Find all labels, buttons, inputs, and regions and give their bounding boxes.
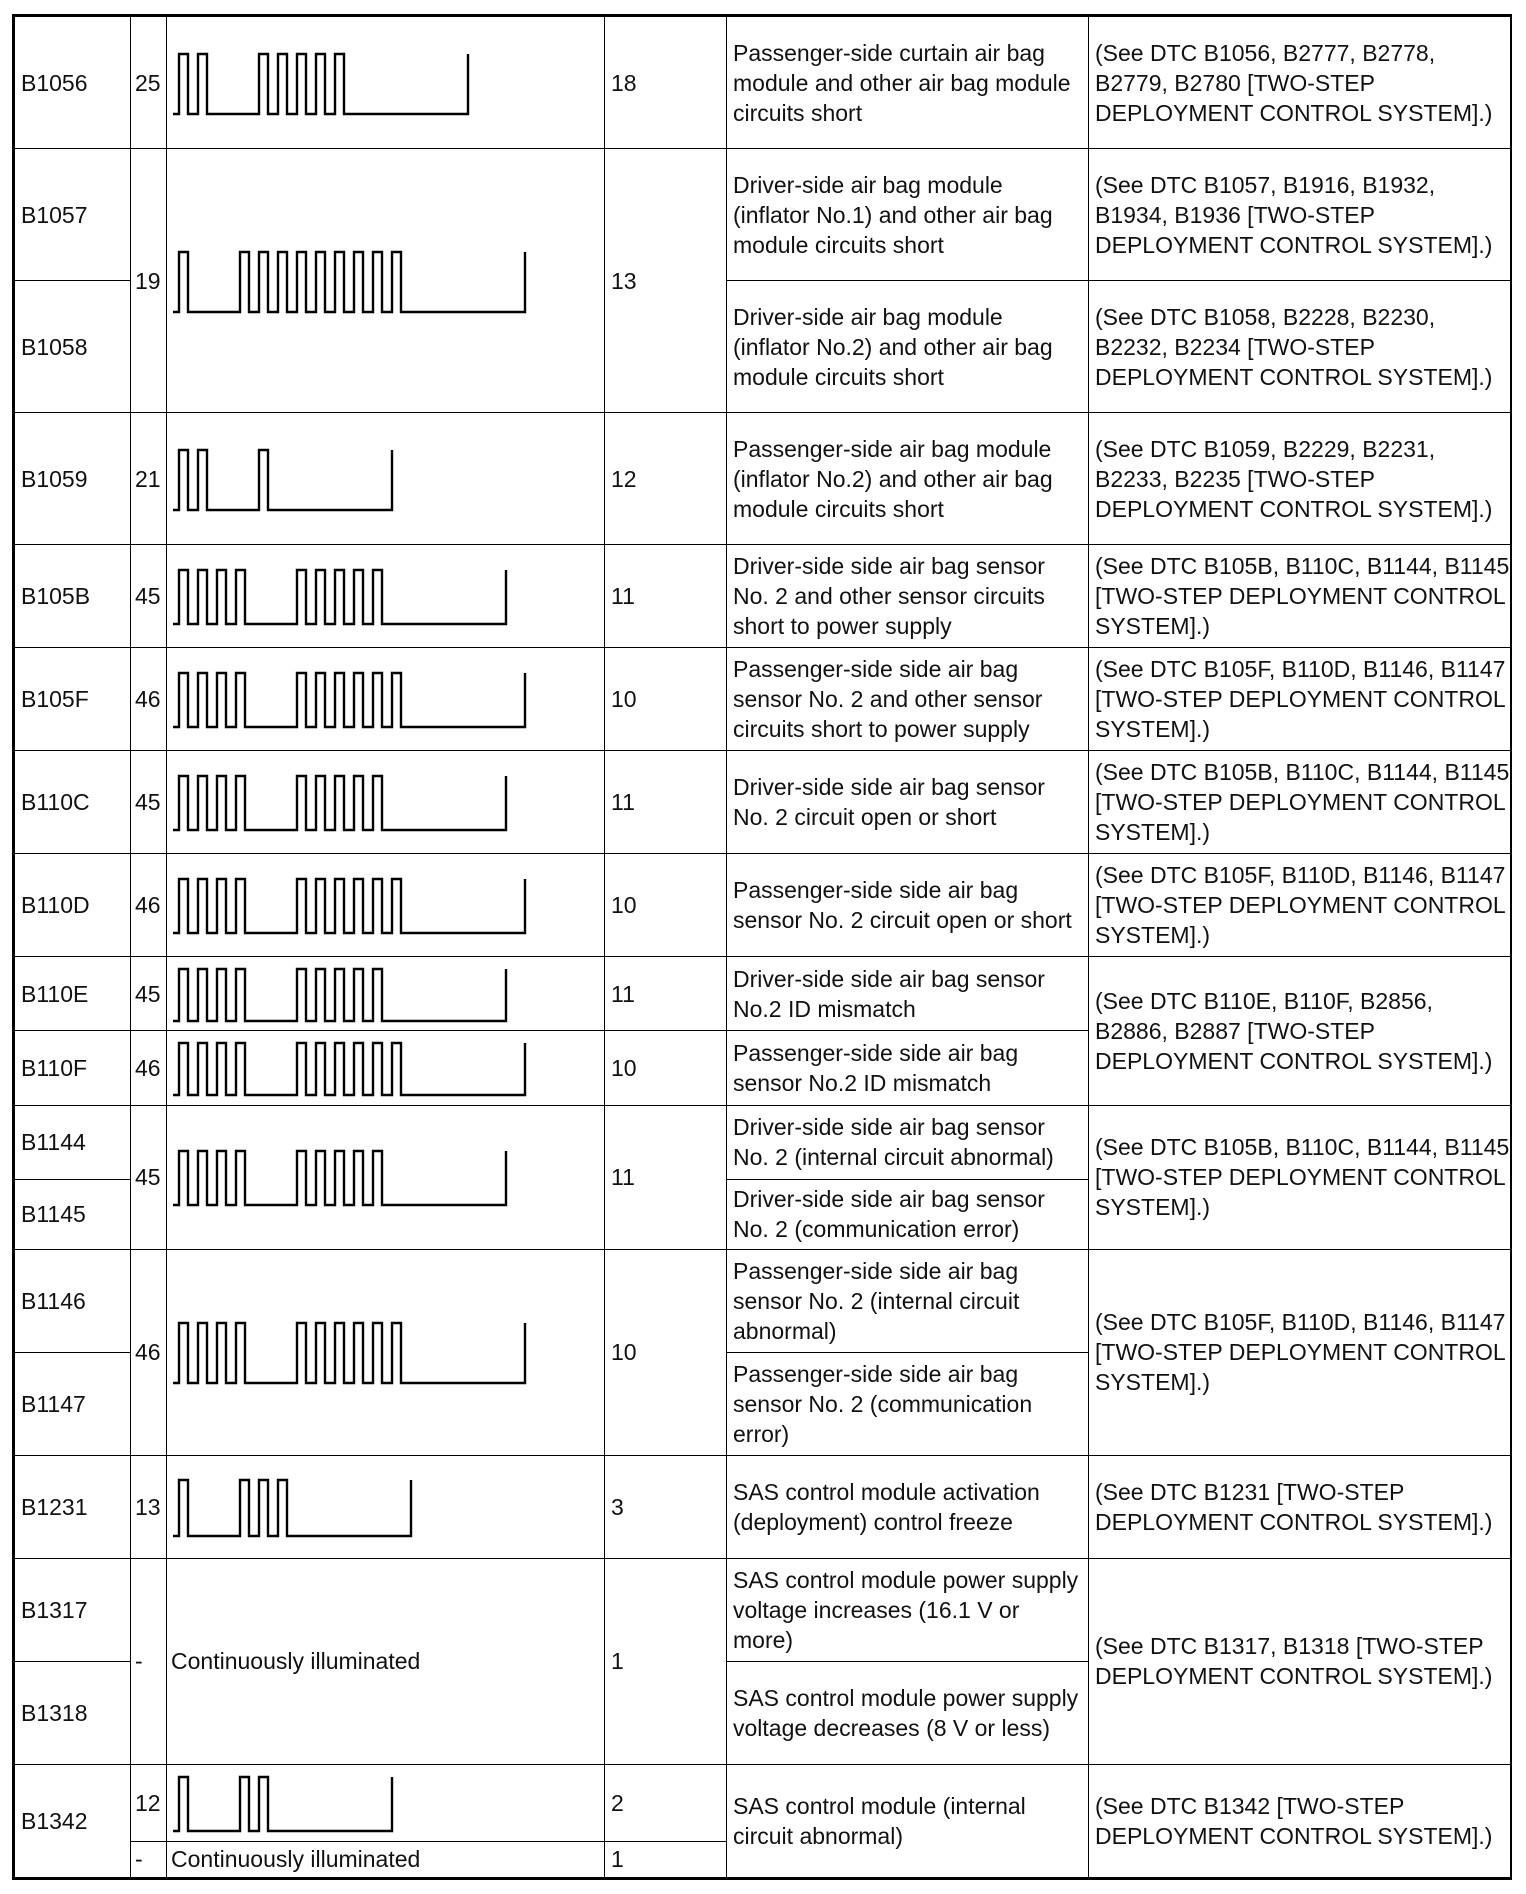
flash-count: 1 xyxy=(605,1841,727,1877)
dtc-description: Driver-side side air bag sensor No. 2 (communication error) xyxy=(727,1179,1089,1249)
flash-count: 18 xyxy=(605,17,727,149)
flash-pattern-cell xyxy=(167,648,605,751)
dtc-description: Passenger-side air bag module (inflator No.2) and other air bag module circuits short xyxy=(727,413,1089,545)
flash-pattern-cell xyxy=(167,413,605,545)
table-row xyxy=(15,1105,1513,1179)
flash-pattern-waveform xyxy=(171,564,510,628)
table-row xyxy=(15,545,1513,648)
flash-pattern-cell xyxy=(167,17,605,149)
dtc-description: Driver-side side air bag sensor No. 2 (internal circuit abnormal) xyxy=(727,1105,1089,1179)
flash-status-text: Continuously illuminated xyxy=(167,1841,605,1877)
waveform-trace xyxy=(173,1151,506,1205)
dtc-code: B105F xyxy=(15,648,131,751)
flash-count: 2 xyxy=(605,1764,727,1841)
flash-pattern-waveform xyxy=(171,1771,396,1835)
dtc-table xyxy=(14,16,1512,1878)
flash-number: 19 xyxy=(131,149,167,413)
flash-number: 45 xyxy=(131,1105,167,1249)
dtc-code: B110D xyxy=(15,854,131,957)
flash-pattern-cell xyxy=(167,149,605,413)
flash-pattern-waveform xyxy=(171,667,529,731)
dtc-code: B1058 xyxy=(15,281,131,413)
flash-count: 10 xyxy=(605,648,727,751)
dtc-description: SAS control module power supply voltage decreases (8 V or less) xyxy=(727,1661,1089,1764)
flash-pattern-cell xyxy=(167,751,605,854)
dtc-description: Passenger-side side air bag sensor No.2 ID mismatch xyxy=(727,1031,1089,1105)
flash-count: 11 xyxy=(605,751,727,854)
table-row xyxy=(15,17,1513,149)
flash-pattern-cell xyxy=(167,1105,605,1249)
table-row xyxy=(15,1764,1513,1841)
flash-pattern-cell xyxy=(167,1031,605,1105)
table-row xyxy=(15,648,1513,751)
flash-number: - xyxy=(131,1841,167,1877)
dtc-reference: (See DTC B1342 [TWO-STEP DEPLOYMENT CONTROL SYSTEM].) xyxy=(1089,1764,1513,1877)
flash-number: 45 xyxy=(131,751,167,854)
dtc-table-sheet xyxy=(12,14,1512,1880)
waveform-trace xyxy=(173,879,525,933)
dtc-code: B110F xyxy=(15,1031,131,1105)
dtc-description: Driver-side side air bag sensor No.2 ID mismatch xyxy=(727,957,1089,1031)
dtc-description: Passenger-side side air bag sensor No. 2 and other sensor circuits short to power supply xyxy=(727,648,1089,751)
dtc-code: B1146 xyxy=(15,1249,131,1352)
dtc-code: B1057 xyxy=(15,149,131,281)
flash-count: 13 xyxy=(605,149,727,413)
dtc-description: Passenger-side curtain air bag module and other air bag module circuits short xyxy=(727,17,1089,149)
dtc-code: B105B xyxy=(15,545,131,648)
flash-pattern-cell xyxy=(167,854,605,957)
flash-count: 10 xyxy=(605,1031,727,1105)
flash-pattern-waveform xyxy=(171,1145,510,1209)
flash-pattern-cell xyxy=(167,545,605,648)
dtc-reference: (See DTC B105B, B110C, B1144, B1145 [TWO-STEP DEPLOYMENT CONTROL SYSTEM].) xyxy=(1089,1105,1513,1249)
flash-number: 21 xyxy=(131,413,167,545)
flash-pattern-waveform xyxy=(171,48,472,118)
waveform-trace xyxy=(173,673,525,727)
dtc-reference: (See DTC B105F, B110D, B1146, B1147 [TWO-STEP DEPLOYMENT CONTROL SYSTEM].) xyxy=(1089,1249,1513,1455)
dtc-code: B1059 xyxy=(15,413,131,545)
dtc-description: SAS control module power supply voltage increases (16.1 V or more) xyxy=(727,1558,1089,1661)
flash-number: 46 xyxy=(131,648,167,751)
waveform-trace xyxy=(173,252,525,312)
dtc-description: Passenger-side side air bag sensor No. 2 (communication error) xyxy=(727,1352,1089,1455)
dtc-reference: (See DTC B1056, B2777, B2778, B2779, B2780 [TWO-STEP DEPLOYMENT CONTROL SYSTEM].) xyxy=(1089,17,1513,149)
waveform-trace xyxy=(173,1480,411,1536)
flash-pattern-cell xyxy=(167,1249,605,1455)
dtc-reference: (See DTC B1059, B2229, B2231, B2233, B2235 [TWO-STEP DEPLOYMENT CONTROL SYSTEM].) xyxy=(1089,413,1513,545)
table-row xyxy=(15,1455,1513,1558)
waveform-trace xyxy=(173,969,506,1021)
waveform-trace xyxy=(173,1777,392,1831)
dtc-reference: (See DTC B1057, B1916, B1932, B1934, B1936 [TWO-STEP DEPLOYMENT CONTROL SYSTEM].) xyxy=(1089,149,1513,281)
waveform-trace xyxy=(173,1323,525,1383)
flash-pattern-waveform xyxy=(171,1474,415,1540)
waveform-trace xyxy=(173,570,506,624)
flash-number: 46 xyxy=(131,1031,167,1105)
flash-pattern-cell xyxy=(167,1764,605,1841)
waveform-trace xyxy=(173,450,392,510)
dtc-code: B1147 xyxy=(15,1352,131,1455)
dtc-code: B1317 xyxy=(15,1558,131,1661)
flash-number: 46 xyxy=(131,854,167,957)
flash-number: 13 xyxy=(131,1455,167,1558)
dtc-reference: (See DTC B1231 [TWO-STEP DEPLOYMENT CONTROL SYSTEM].) xyxy=(1089,1455,1513,1558)
table-row xyxy=(15,1249,1513,1352)
dtc-code: B1056 xyxy=(15,17,131,149)
waveform-trace xyxy=(173,776,506,830)
table-row xyxy=(15,1558,1513,1661)
flash-pattern-waveform xyxy=(171,770,510,834)
flash-number: - xyxy=(131,1558,167,1764)
dtc-code: B110C xyxy=(15,751,131,854)
flash-count: 12 xyxy=(605,413,727,545)
dtc-code: B1231 xyxy=(15,1455,131,1558)
table-row xyxy=(15,413,1513,545)
dtc-code: B1318 xyxy=(15,1661,131,1764)
flash-pattern-waveform xyxy=(171,1037,529,1099)
flash-count: 10 xyxy=(605,854,727,957)
dtc-description: Driver-side side air bag sensor No. 2 circuit open or short xyxy=(727,751,1089,854)
flash-count: 11 xyxy=(605,957,727,1031)
dtc-code: B1145 xyxy=(15,1179,131,1249)
flash-count: 3 xyxy=(605,1455,727,1558)
flash-count: 11 xyxy=(605,1105,727,1249)
flash-pattern-waveform xyxy=(171,963,510,1025)
waveform-trace xyxy=(173,54,468,114)
dtc-reference: (See DTC B105F, B110D, B1146, B1147 [TWO-STEP DEPLOYMENT CONTROL SYSTEM].) xyxy=(1089,854,1513,957)
dtc-reference: (See DTC B1317, B1318 [TWO-STEP DEPLOYMENT CONTROL SYSTEM].) xyxy=(1089,1558,1513,1764)
dtc-description: Passenger-side side air bag sensor No. 2 (internal circuit abnormal) xyxy=(727,1249,1089,1352)
waveform-trace xyxy=(173,1043,525,1095)
flash-number: 45 xyxy=(131,957,167,1031)
dtc-reference: (See DTC B110E, B110F, B2856, B2886, B2887 [TWO-STEP DEPLOYMENT CONTROL SYSTEM].) xyxy=(1089,957,1513,1105)
flash-number: 46 xyxy=(131,1249,167,1455)
flash-count: 1 xyxy=(605,1558,727,1764)
dtc-reference: (See DTC B105B, B110C, B1144, B1145 [TWO-STEP DEPLOYMENT CONTROL SYSTEM].) xyxy=(1089,545,1513,648)
dtc-code: B1144 xyxy=(15,1105,131,1179)
flash-number: 45 xyxy=(131,545,167,648)
dtc-description: Driver-side air bag module (inflator No.1) and other air bag module circuits short xyxy=(727,149,1089,281)
flash-pattern-waveform xyxy=(171,1317,529,1387)
dtc-description: Driver-side side air bag sensor No. 2 and other sensor circuits short to power supply xyxy=(727,545,1089,648)
flash-number: 12 xyxy=(131,1764,167,1841)
flash-pattern-waveform xyxy=(171,873,529,937)
dtc-description: SAS control module activation (deployment) control freeze xyxy=(727,1455,1089,1558)
dtc-reference: (See DTC B105F, B110D, B1146, B1147 [TWO-STEP DEPLOYMENT CONTROL SYSTEM].) xyxy=(1089,648,1513,751)
dtc-reference: (See DTC B105B, B110C, B1144, B1145 [TWO-STEP DEPLOYMENT CONTROL SYSTEM].) xyxy=(1089,751,1513,854)
dtc-description: Driver-side air bag module (inflator No.2) and other air bag module circuits short xyxy=(727,281,1089,413)
table-row xyxy=(15,751,1513,854)
table-row xyxy=(15,854,1513,957)
table-row xyxy=(15,149,1513,281)
flash-pattern-waveform xyxy=(171,246,529,316)
dtc-description: Passenger-side side air bag sensor No. 2 circuit open or short xyxy=(727,854,1089,957)
flash-count: 10 xyxy=(605,1249,727,1455)
dtc-description: SAS control module (internal circuit abnormal) xyxy=(727,1764,1089,1877)
flash-pattern-cell xyxy=(167,1455,605,1558)
dtc-reference: (See DTC B1058, B2228, B2230, B2232, B2234 [TWO-STEP DEPLOYMENT CONTROL SYSTEM].) xyxy=(1089,281,1513,413)
dtc-code: B110E xyxy=(15,957,131,1031)
flash-count: 11 xyxy=(605,545,727,648)
flash-pattern-waveform xyxy=(171,444,396,514)
flash-pattern-cell xyxy=(167,957,605,1031)
dtc-code: B1342 xyxy=(15,1764,131,1877)
table-row xyxy=(15,957,1513,1031)
flash-status-text: Continuously illuminated xyxy=(167,1558,605,1764)
flash-number: 25 xyxy=(131,17,167,149)
